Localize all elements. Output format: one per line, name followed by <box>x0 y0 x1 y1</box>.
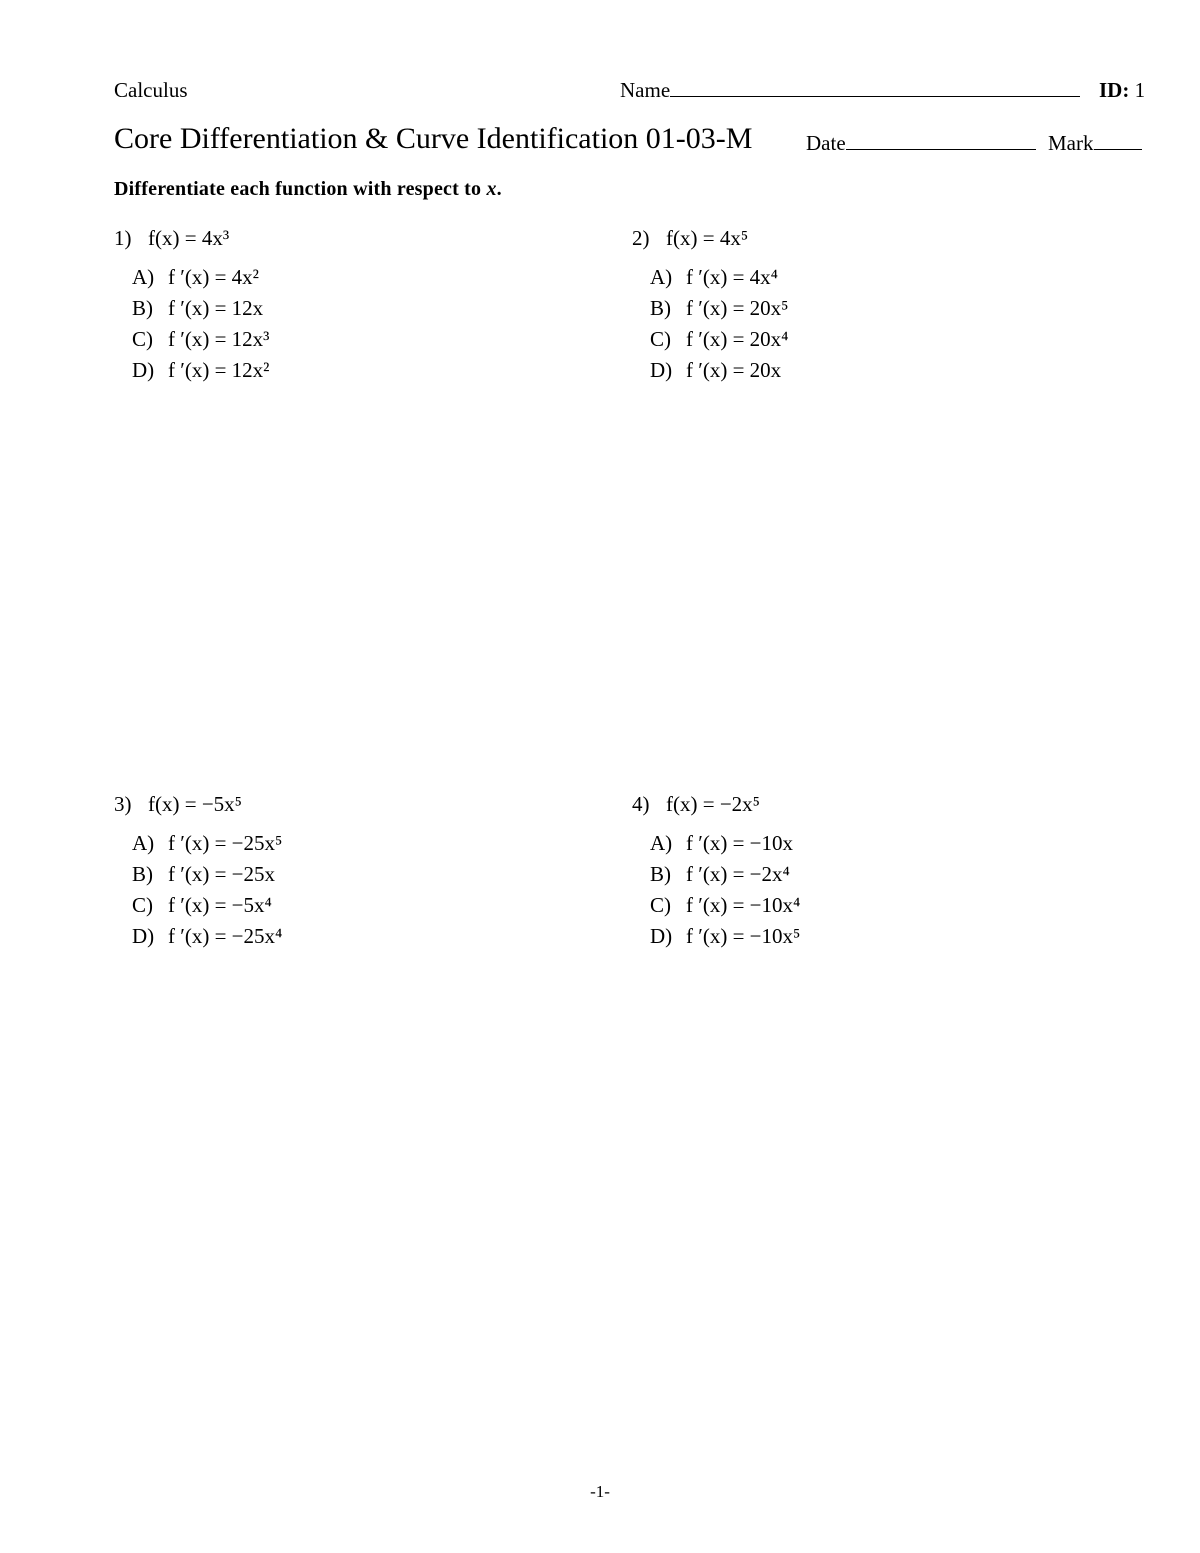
date-field[interactable] <box>806 131 1036 156</box>
option-letter: D) <box>132 924 155 948</box>
question-3 <box>114 792 282 952</box>
answer-option-b[interactable] <box>132 293 269 324</box>
question-number: 2) <box>632 226 650 250</box>
question-function: f(x) = −5x⁵ <box>148 792 242 816</box>
option-letter: B) <box>132 296 153 320</box>
instructions <box>114 178 502 201</box>
question-number: 1) <box>114 226 132 250</box>
question-function: f(x) = −2x⁵ <box>666 792 760 816</box>
option-letter: C) <box>650 893 671 917</box>
option-text: f ′(x) = −25x⁴ <box>168 924 283 948</box>
answer-option-d[interactable] <box>650 921 800 952</box>
question-1 <box>114 226 269 386</box>
name-field[interactable] <box>620 78 1080 103</box>
answer-option-d[interactable] <box>650 355 789 386</box>
question-number: 4) <box>632 792 650 816</box>
option-text: f ′(x) = 20x <box>686 358 782 382</box>
question-number: 3) <box>114 792 132 816</box>
instructions-variable: x <box>486 178 497 200</box>
answer-option-a[interactable] <box>132 828 282 859</box>
answer-option-d[interactable] <box>132 921 282 952</box>
option-letter: D) <box>132 358 155 382</box>
id-field <box>1099 78 1145 103</box>
option-letter: C) <box>132 327 153 351</box>
answer-option-c[interactable] <box>650 324 789 355</box>
page-number: -1- <box>590 1482 610 1501</box>
option-letter: D) <box>650 924 673 948</box>
option-letter: C) <box>650 327 671 351</box>
name-label: Name <box>620 78 671 102</box>
id-value: 1 <box>1134 78 1146 102</box>
option-letter: B) <box>132 862 153 886</box>
name-line[interactable] <box>670 96 1080 97</box>
answer-option-b[interactable] <box>650 859 800 890</box>
mark-label: Mark <box>1048 131 1094 155</box>
option-text: f ′(x) = 20x⁵ <box>686 296 789 320</box>
option-letter: B) <box>650 296 671 320</box>
option-text: f ′(x) = −10x <box>686 831 794 855</box>
question-function: f(x) = 4x⁵ <box>666 226 749 250</box>
question-2 <box>632 226 789 386</box>
question-4 <box>632 792 800 952</box>
option-letter: C) <box>132 893 153 917</box>
course-name: Calculus <box>114 78 188 102</box>
option-text: f ′(x) = −5x⁴ <box>168 893 272 917</box>
option-text: f ′(x) = 4x⁴ <box>686 265 778 289</box>
option-letter: A) <box>132 831 155 855</box>
answer-option-a[interactable] <box>650 828 800 859</box>
answer-option-a[interactable] <box>132 262 269 293</box>
option-text: f ′(x) = 20x⁴ <box>686 327 789 351</box>
option-letter: A) <box>650 265 673 289</box>
option-text: f ′(x) = 4x² <box>168 265 259 289</box>
option-letter: A) <box>650 831 673 855</box>
instructions-end: . <box>496 178 502 200</box>
answer-option-c[interactable] <box>650 890 800 921</box>
option-text: f ′(x) = −10x⁴ <box>686 893 801 917</box>
instructions-text: Differentiate each function with respect to <box>114 178 487 200</box>
mark-field[interactable] <box>1048 131 1142 156</box>
answer-option-c[interactable] <box>132 890 282 921</box>
answer-option-d[interactable] <box>132 355 269 386</box>
question-function: f(x) = 4x³ <box>148 226 230 250</box>
date-line[interactable] <box>846 149 1036 150</box>
worksheet-title: Core Differentiation & Curve Identification 01-03-M <box>114 122 753 155</box>
option-text: f ′(x) = 12x² <box>168 358 270 382</box>
option-text: f ′(x) = −10x⁵ <box>686 924 801 948</box>
answer-option-c[interactable] <box>132 324 269 355</box>
answer-option-b[interactable] <box>132 859 282 890</box>
option-text: f ′(x) = −25x⁵ <box>168 831 283 855</box>
option-text: f ′(x) = −2x⁴ <box>686 862 790 886</box>
option-letter: B) <box>650 862 671 886</box>
answer-option-b[interactable] <box>650 293 789 324</box>
option-letter: D) <box>650 358 673 382</box>
option-letter: A) <box>132 265 155 289</box>
id-label: ID: <box>1099 78 1130 102</box>
option-text: f ′(x) = −25x <box>168 862 276 886</box>
date-label: Date <box>806 131 846 155</box>
mark-line[interactable] <box>1094 149 1142 150</box>
answer-option-a[interactable] <box>650 262 789 293</box>
option-text: f ′(x) = 12x <box>168 296 264 320</box>
option-text: f ′(x) = 12x³ <box>168 327 270 351</box>
